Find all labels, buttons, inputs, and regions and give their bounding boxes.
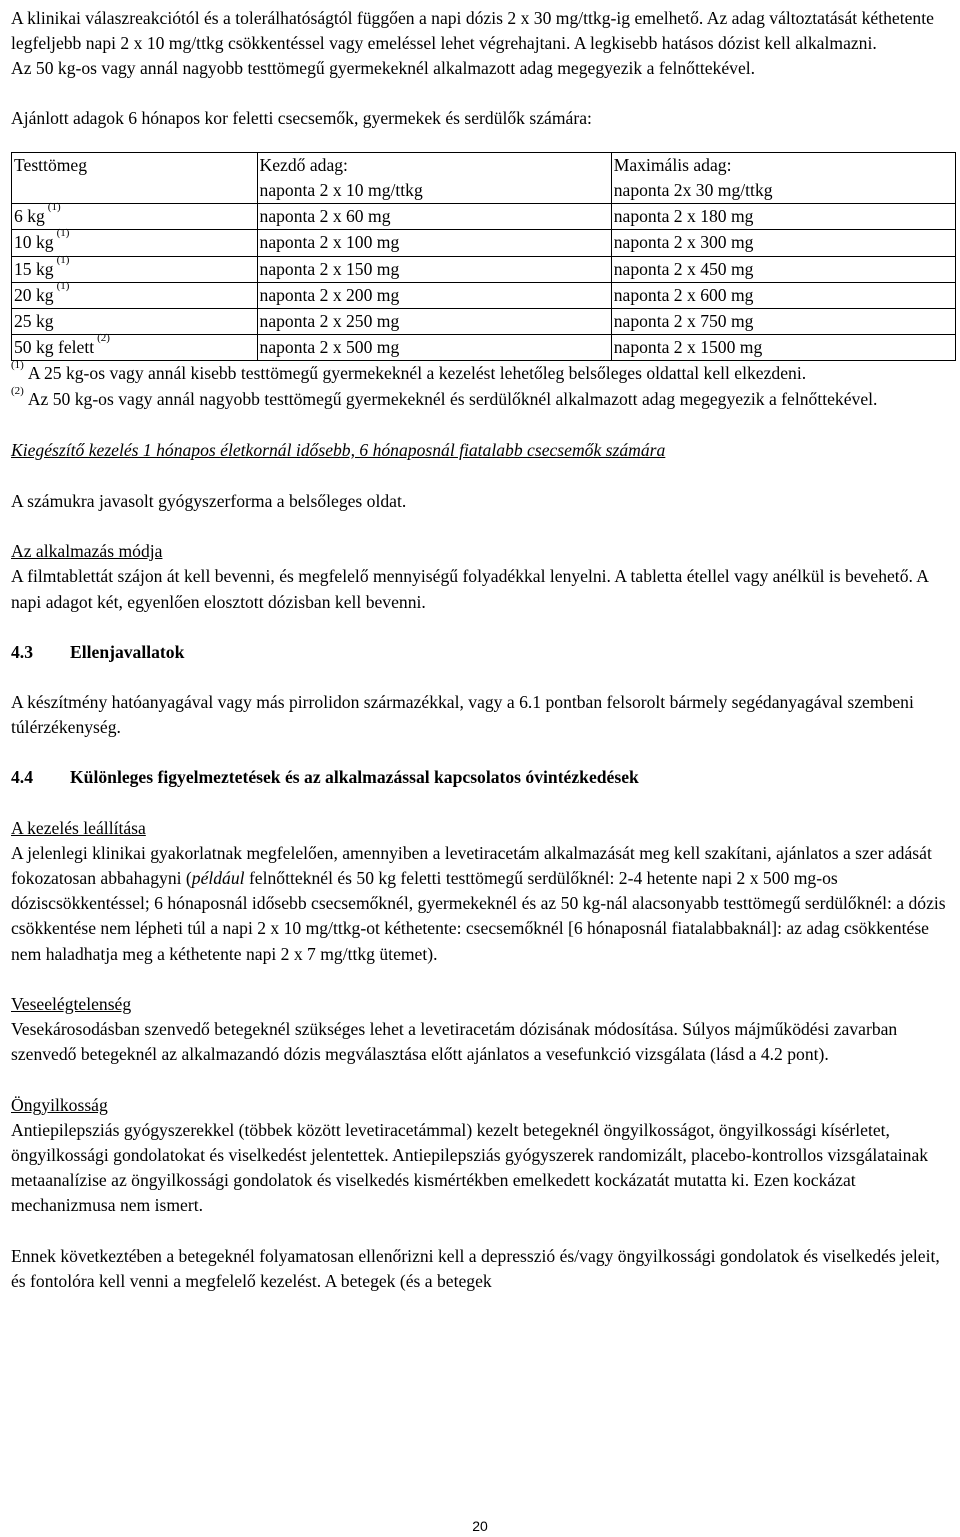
table-row [12,309,956,335]
weight-cell: 15 kg $^{(1)}$ [12,256,258,282]
page-number: 20 [472,1518,488,1534]
discontinuation-text: A jelenlegi klinikai gyakorlatnak megfelelően, amennyiben a levetiracetám alkalmazását meg kell szakítani, ajánlatos a szer adását fokozatosan abbahagyni (például felnőtteknél és 50 kg feletti testtömegű serdülőknél: 2-4 hetente napi 2 x 500 mg-os dóziscsökkentéssel; 6 hónaposnál idősebb csecsemőknél, gyermekeknél és az 50 kg-nál alacsonyabb testtömegű serdülőknél: a dózis csökkentése nem lépheti túl a napi 2 x 10 mg/ttkg-ot kéthetente: csecsemőknél [6 hónaposnál fiatalabbaknál]: az adag csökkentése nem haladhatja meg a kéthetente napi 2 x 7 mg/ttkg ütemet). [11,842,946,964]
max-dose-cell: naponta 2 x 180 mg [611,204,955,230]
section-4-4-heading [11,765,951,790]
footnote-2: $^{(2)}$ Az 50 kg-os vagy annál nagyobb testtömegű gyermekeknél és serdülőknél alkalmazott adag megegyezik a felnőttekével. [11,384,878,409]
supplement-title: Kiegészítő kezelés 1 hónapos életkornál idősebb, 6 hónaposnál fiatalabb csecsemők számára [11,439,666,460]
start-dose-cell: naponta 2 x 500 mg [257,335,611,361]
header-start-dose: Kezdő adag: naponta 2 x 10 mg/ttkg [257,152,611,203]
max-dose-cell: naponta 2 x 1500 mg [611,335,955,361]
start-dose-cell: naponta 2 x 60 mg [257,204,611,230]
weight-cell: 6 kg $^{(1)}$ [12,204,258,230]
start-dose-cell: naponta 2 x 100 mg [257,230,611,256]
header-max-dose: Maximális adag: naponta 2x 30 mg/ttkg [611,152,955,203]
header-weight: Testtömeg [12,152,258,203]
weight-cell: 25 kg [12,309,258,335]
intro-paragraph-dose-adjustment: A klinikai válaszreakciótól és a tolerálhatóságtól függően a napi dózis 2 x 30 mg/ttkg-ig emelhető. Az adag változtatását kéthetente legfeljebb napi 2 x 10 mg/ttkg csökkentéssel vagy emeléssel lehet végrehajtani. A legkisebb hatásos dózist kell alkalmazni. [11,8,934,54]
start-dose-cell: naponta 2 x 200 mg [257,282,611,308]
recommended-doses-title: Ajánlott adagok 6 hónapos kor feletti csecsemők, gyermekek és serdülők számára: [11,107,592,128]
weight-cell: 20 kg $^{(1)}$ [12,282,258,308]
table-row [12,282,956,308]
suicide-text: Antiepilepsziás gyógyszerekkel (többek között levetiracetámmal) kezelt betegeknél öngyilkosságot, öngyilkossági kísérletet, öngyilkossági gondolatokat és viselkedést jelentettek. Antiepilepsziás gyógyszerek randomizált, placebo-kontrollos vizsgálatainak metaanalízise az öngyilkossági gondolatok és viselkedés kismértékben emelkedett kockázatát mutatta ki. Ezen kockázat mechanizmusa nem ismert. [11,1119,929,1216]
start-dose-cell: naponta 2 x 250 mg [257,309,611,335]
table-row [12,335,956,361]
weight-cell: 50 kg felett $^{(2)}$ [12,335,258,361]
section-4-3-number: 4.3 [11,641,33,662]
section-4-3-heading [11,640,951,665]
renal-text: Vesekárosodásban szenvedő betegeknél szükséges lehet a levetiracetám dózisának módosítása. Súlyos májműködési zavarban szenvedő betegeknél az alkalmazandó dózis megválasztása előtt ajánlatos a vesefunkció vizsgálata (lásd a 4.2 pont). [11,1019,898,1065]
administration-text: A filmtablettát szájon át kell bevenni, és megfelelő mennyiségű folyadékkal lenyelni. A tabletta étellel vagy anélkül is bevehető. A napi adagot két, egyenlően elosztott dózisban kell bevenni. [11,566,929,612]
supplement-text: A számukra javasolt gyógyszerforma a belsőleges oldat. [11,491,407,512]
suicide-text-2: Ennek következtében a betegeknél folyamatosan ellenőrizni kell a depresszió és/vagy öngyilkossági gondolatok és viselkedés jeleit, és fontolóra kell venni a megfelelő kezelést. A betegek (és a betegek [11,1245,940,1291]
table-row [12,256,956,282]
footnote-1: $^{(1)}$ A 25 kg-os vagy annál kisebb testtömegű gyermekeknél a kezelést lehetőleg belsőleges oldattal kell elkezdeni. [11,359,807,384]
section-4-4-number: 4.4 [11,767,33,788]
table-row [12,204,956,230]
discontinuation-title: A kezelés leállítása [11,817,146,838]
start-dose-cell: naponta 2 x 150 mg [257,256,611,282]
administration-title: Az alkalmazás módja [11,541,163,562]
max-dose-cell: naponta 2 x 750 mg [611,309,955,335]
section-4-4-title: Különleges figyelmeztetések és az alkalmazással kapcsolatos óvintézkedések [70,767,639,788]
dose-table-header-row [12,152,956,203]
suicide-title: Öngyilkosság [11,1094,108,1115]
document-page [11,0,951,1294]
section-4-3-title: Ellenjavallatok [70,641,185,662]
max-dose-cell: naponta 2 x 300 mg [611,230,955,256]
weight-cell: 10 kg $^{(1)}$ [12,230,258,256]
table-row [12,230,956,256]
contraindications-text: A készítmény hatóanyagával vagy más pirrolidon származékkal, vagy a 6.1 pontban felsorolt bármely segédanyagával szembeni túlérzékenység. [11,692,914,738]
dose-table [11,152,956,362]
renal-title: Veseelégtelenség [11,993,132,1014]
max-dose-cell: naponta 2 x 450 mg [611,256,955,282]
max-dose-cell: naponta 2 x 600 mg [611,282,955,308]
intro-paragraph-50kg: Az 50 kg-os vagy annál nagyobb testtömegű gyermekeknél alkalmazott adag megegyezik a felnőttekével. [11,58,756,79]
